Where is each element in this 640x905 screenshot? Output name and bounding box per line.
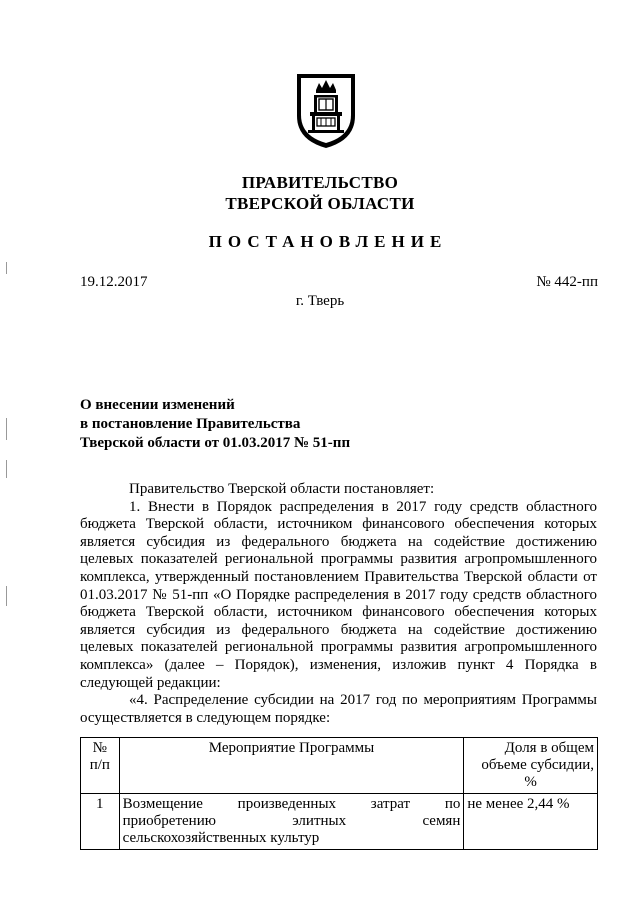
item-4-paragraph: «4. Распределение субсидии на 2017 год по мероприятиям Программы осуществляется в следующем порядке: [80, 692, 597, 726]
header-share-line-1: Доля в общем [504, 740, 594, 756]
row-event-line-2: приобретению элитных семян [122, 813, 461, 829]
document-body [80, 481, 597, 727]
program-distribution-table [80, 737, 598, 850]
item-1-paragraph: 1. Внести в Порядок распределения в 2017 году средств областного бюджета Тверской области, источником финансового обеспечения которых является субсидия из федерального бюджета на содействие достижению целевых показателей региональной программы развития агропромышленного комплекса, утвержденный постановлением Правительства Тверской области от 01.03.2017 № 51-пп «О Порядке распределения в 2017 году средств областного бюджета Тверской области, источником финансового обеспечения которых является субсидия из федерального бюджета на содействие достижению целевых показателей региональной программы развития агропромышленного комплекса» (далее – Порядок), изменения, изложив пункт 4 Порядка в следующей редакции: [80, 498, 597, 691]
scan-margin-mark [6, 262, 7, 274]
scan-margin-mark [6, 586, 7, 606]
document-city: г. Тверь [295, 293, 345, 309]
table-row [81, 794, 598, 850]
table-header-row [81, 738, 598, 794]
header-share-line-3: % [524, 774, 537, 790]
scan-margin-mark [6, 460, 7, 478]
document-subject [80, 396, 350, 453]
coat-of-arms-emblem [291, 70, 361, 150]
row-event-cell [119, 794, 464, 850]
row-number-cell: 1 [81, 794, 120, 850]
header-number-line-2: п/п [89, 757, 110, 773]
row-event-line-1: Возмещение произведенных затрат по [122, 796, 461, 812]
document-date: 19.12.2017 [80, 274, 148, 290]
document-type-title: ПОСТАНОВЛЕНИЕ [208, 232, 448, 251]
government-name-line-1: ПРАВИТЕЛЬСТВО [241, 173, 399, 192]
row-event-line-3: сельскохозяйственных культур [122, 830, 320, 846]
scan-margin-mark [6, 418, 7, 440]
subject-line-3: Тверской области от 01.03.2017 № 51-пп [80, 435, 351, 451]
subject-line-2: в постановление Правительства [80, 416, 301, 432]
government-name-line-2: ТВЕРСКОЙ ОБЛАСТИ [225, 194, 415, 213]
header-share-cell [464, 738, 598, 794]
intro-paragraph: Правительство Тверской области постановляет: [129, 481, 435, 497]
header-number-cell [81, 738, 120, 794]
header-share-line-2: объеме субсидии, [481, 757, 594, 773]
subject-line-1: О внесении изменений [80, 397, 235, 413]
row-share-cell: не менее 2,44 % [464, 794, 598, 850]
document-number: № 442-пп [536, 274, 598, 290]
header-number-line-1: № [92, 740, 107, 756]
header-event-cell: Мероприятие Программы [119, 738, 464, 794]
